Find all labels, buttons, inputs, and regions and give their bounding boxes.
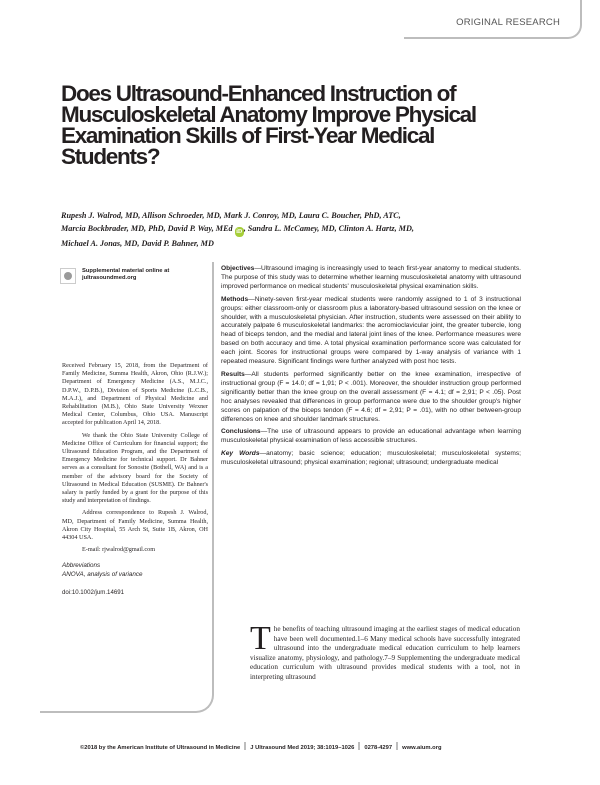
page-footer: [80, 742, 540, 751]
section-label: ORIGINAL RESEARCH: [456, 17, 560, 28]
journal-citation: J Ultrasound Med 2019; 38:1019–1026: [250, 745, 355, 751]
orcid-icon[interactable]: iD: [236, 229, 243, 235]
divider: [358, 742, 360, 750]
abstract-results: Results—All students performed significantly better on the knee examination, irrespective of instructional group (F = 14.0; df = 1,91; P < .001). Moreover, the shoulder instruction group performed significantly better than the knee group on the overall assessment (F = 4.1; df = 2,91; P < .05). Post hoc analyses revealed that differences in group performance were due to the shoulder group's higher scores on palpation of the biceps tendon (F = 4.6; df = 2,91; P = .01), with no other between-group differences on knee and shoulder landmark structures.: [221, 370, 521, 423]
abbreviation-item: ANOVA, analysis of variance: [62, 570, 143, 578]
email-address[interactable]: E-mail: rjwalrod@gmail.com: [82, 546, 156, 554]
divider: [244, 742, 246, 750]
abbreviations-heading: Abbreviations: [62, 562, 101, 570]
authors-line-3: Michael A. Jonas, MD, David P. Bahner, MD: [61, 239, 214, 248]
article-title: Does Ultrasound-Enhanced Instruction of Musculoskeletal Anatomy Improve Physical Examination Skills of First-Year Medical Students?: [61, 81, 476, 169]
abstract-methods: Methods—Ninety-seven first-year medical students were randomly assigned to 1 of 3 instructional groups: either classroom-only or classroom plus a laboratory-based ultrasound session on the knee or shoulder, with a musculoskeletal physician. After instruction, students were assessed on their ability to accurately palpate 6 musculoskeletal landmarks: the acromioclavicular joint, the greater tubercle, long head of biceps tendon, and the medial and lateral joint lines of the knee. Performance measures were based on both accuracy and time. A total physical examination performance score was calculated for each joint. Scores for instructional groups were compared by 1-way analysis of variance with 1 repeated measure. Significant findings were further analyzed with post hoc tests.: [221, 295, 521, 366]
abstract-objectives: Objectives—Ultrasound imaging is increasingly used to teach first-year anatomy to medical students. The purpose of this study was to determine whether learning musculoskeletal anatomy with ultrasound improved performance on medical students' musculoskeletal physical examination skills.: [221, 265, 521, 290]
copyright: ©2018 by the American Institute of Ultrasound in Medicine: [80, 745, 241, 751]
article-info-sidebar: [40, 262, 214, 713]
website-link[interactable]: www.aium.org: [402, 745, 442, 751]
introduction: [250, 620, 520, 683]
authors-line-1: Rupesh J. Walrod, MD, Allison Schroeder, MD, Mark J. Conroy, MD, Laura C. Boucher, PhD, ATC,: [61, 211, 401, 220]
abstract-keywords: Key Words—anatomy; basic science; education; musculoskeletal; musculoskeletal systems; musculoskeletal ultrasound; physical examination; regional; ultrasound; undergraduate medical: [221, 450, 521, 467]
funding-note: We thank the Ohio State University College of Medicine Office of Curriculum for financial support; the Ultrasound Education Program, and the Department of Emergency Medicine for technical support. Dr Bahner serves as a consultant for Sonosite (Bothell, WA) and is a member of the advisory board for the Society of Ultrasound in Medical Education (SUSME). Dr Bahner's salary is partly funded by a grant for the purpose of this study and interpretation of findings.: [62, 431, 208, 505]
received-note: Received February 15, 2018, from the Department of Family Medicine, Summa Health, Akron, Ohio (R.J.W.); Department of Emergency Medicine (A.S., M.J.C., D.P.W., D.P.B.), Division of Sports Medicine (L.C.B., M.A.J.), and Department of Physical Medicine and Rehabilitation (M.B.), Ohio State University Wexner Medical Center, Columbus, Ohio USA. Manuscript accepted for publication April 14, 2018.: [62, 362, 208, 427]
correspondence-note: Address correspondence to Rupesh J. Walrod, MD, Department of Family Medicine, Summa Health, Akron City Hospital, 55 Arch St, Suite 1B, Akron, OH 44304 USA.: [62, 509, 208, 542]
abstract-conclusions: Conclusions—The use of ultrasound appears to provide an educational advantage when learning musculoskeletal physical examination of less accessible structures.: [221, 428, 521, 445]
divider: [396, 742, 398, 750]
author-list: [61, 209, 521, 250]
supplement-link[interactable]: jultrasoundmed.org: [82, 275, 137, 281]
abstract: [221, 265, 521, 472]
drop-cap: T: [250, 620, 271, 657]
introduction-text: he benefits of teaching ultrasound imaging at the earliest stages of medical education have been well documented.1–6 Many medical schools have successfully integrated ultrasound into the undergraduate medical education curriculum to help learners visualize anatomy, physiology, and pathology.7–9 Supplementing the undergraduate medical education curriculum with ultrasound provides medical students with a tool, not in interpreting ultrasound: [250, 625, 520, 681]
authors-line-2b: , Sandra L. McCamey, MD, Clinton A. Hartz, MD,: [243, 224, 414, 233]
supplement-icon: [60, 268, 76, 284]
authors-line-2a: Marcia Bockbrader, MD, PhD, David P. Way, MEd: [61, 224, 233, 233]
article-notes: [62, 362, 208, 597]
supplement-text: [82, 268, 169, 282]
issn: 0278-4297: [364, 745, 393, 751]
supplement-line-1: Supplemental material online at: [82, 268, 170, 274]
supplemental-material-note: [60, 268, 210, 284]
doi[interactable]: doi:10.1002/jum.14691: [62, 588, 125, 596]
section-tab: [404, 0, 582, 39]
